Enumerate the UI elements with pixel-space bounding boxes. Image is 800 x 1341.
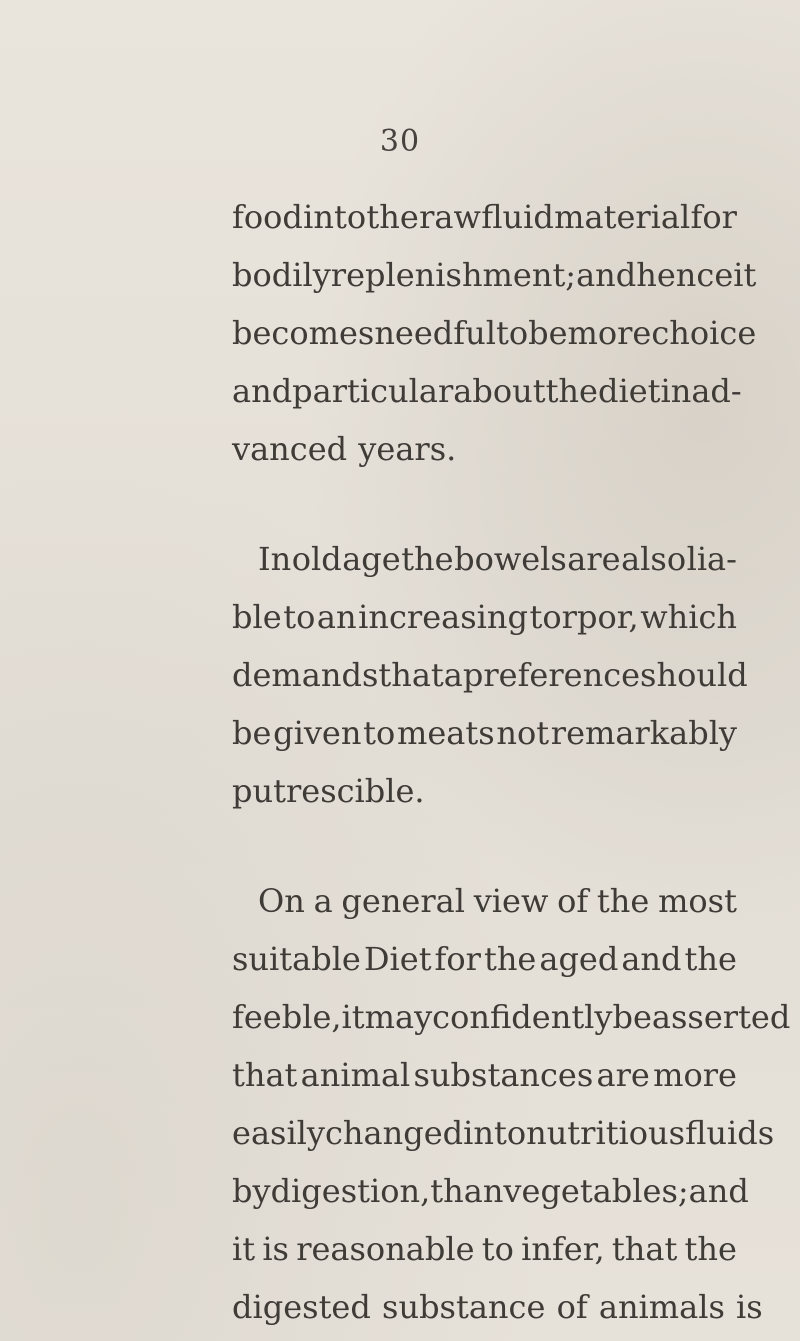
word: In	[258, 540, 292, 578]
text-line	[232, 762, 737, 820]
word: and	[576, 256, 637, 294]
word: to	[481, 1230, 514, 1268]
word: torpor,	[529, 598, 639, 636]
word: On	[258, 882, 305, 920]
word: are	[596, 1056, 650, 1094]
word: particular	[292, 372, 454, 410]
text-line	[232, 646, 748, 704]
word: the	[401, 540, 454, 578]
word: and	[688, 1172, 749, 1210]
word: digestion,	[270, 1172, 431, 1210]
word: is	[736, 1288, 763, 1326]
word: vegetables;	[503, 1172, 689, 1210]
word: suitable	[232, 940, 361, 978]
word: bodily	[232, 256, 331, 294]
word: choice	[651, 314, 757, 352]
word: years.	[358, 430, 457, 468]
word: reasonable	[296, 1230, 475, 1268]
word: food	[232, 198, 303, 236]
word: substance	[382, 1288, 546, 1326]
text-line	[232, 304, 757, 362]
word: to	[283, 598, 316, 636]
paragraph-gap	[232, 478, 737, 530]
word: fluids	[685, 1114, 775, 1152]
word: raw	[419, 198, 481, 236]
word: for	[690, 198, 737, 236]
word: about	[453, 372, 546, 410]
word: be	[528, 314, 568, 352]
word: digested	[232, 1288, 371, 1326]
word: fluid	[481, 198, 554, 236]
word: most	[658, 882, 737, 920]
word: the	[366, 198, 419, 236]
word: are	[567, 540, 621, 578]
paragraph	[232, 188, 757, 478]
word: to	[495, 314, 529, 352]
text-line	[232, 362, 742, 420]
word: meats	[397, 714, 495, 752]
word: increasing	[358, 598, 528, 636]
text-line	[232, 188, 737, 246]
word: may	[364, 998, 433, 1036]
text-line	[232, 1104, 775, 1162]
word: which	[640, 598, 737, 636]
word: old	[291, 540, 342, 578]
text-line	[232, 530, 737, 588]
word: more	[653, 1056, 737, 1094]
word: that	[378, 656, 444, 694]
word: easily	[232, 1114, 325, 1152]
word: and	[621, 940, 682, 978]
word: infer,	[521, 1230, 605, 1268]
word: than	[430, 1172, 504, 1210]
word: the	[545, 372, 598, 410]
word: of	[556, 1288, 588, 1326]
word: remarkably	[550, 714, 737, 752]
body-text	[232, 188, 791, 1336]
word: asserted	[651, 998, 791, 1036]
word: be	[232, 714, 272, 752]
text-line	[232, 872, 737, 930]
word: also	[621, 540, 687, 578]
word: it	[341, 998, 365, 1036]
word: feeble,	[232, 998, 342, 1036]
word: into	[303, 198, 367, 236]
word: to	[363, 714, 396, 752]
word: given	[273, 714, 362, 752]
text-line	[232, 1046, 737, 1104]
word: diet	[597, 372, 661, 410]
text-line	[232, 1220, 737, 1278]
text-line	[232, 1278, 763, 1336]
text-line	[232, 588, 737, 646]
word: in	[660, 372, 692, 410]
word: for	[434, 940, 481, 978]
word: bowels	[454, 540, 567, 578]
word: ble	[232, 598, 282, 636]
word: an	[316, 598, 357, 636]
word: aged	[539, 940, 619, 978]
text-line	[232, 988, 791, 1046]
word: animal	[300, 1056, 411, 1094]
word: needful	[374, 314, 496, 352]
text-line	[232, 1162, 749, 1220]
word: by	[232, 1172, 271, 1210]
text-line	[232, 420, 737, 478]
word: changed	[324, 1114, 464, 1152]
word: animals	[598, 1288, 725, 1326]
word: not	[496, 714, 550, 752]
word: it	[733, 256, 757, 294]
word: it	[232, 1230, 256, 1268]
text-line	[232, 704, 737, 762]
word: more	[567, 314, 652, 352]
word: general	[341, 882, 465, 920]
paragraph-gap	[232, 820, 737, 872]
word: the	[596, 882, 650, 920]
word: replenishment	[330, 256, 566, 294]
word: ;	[565, 256, 577, 294]
word: age	[342, 540, 401, 578]
word: and	[232, 372, 293, 410]
word: that	[232, 1056, 298, 1094]
word: Diet	[363, 940, 432, 978]
paragraph	[232, 530, 748, 820]
word: hence	[636, 256, 734, 294]
word: a	[443, 656, 463, 694]
word: nutritious	[526, 1114, 686, 1152]
text-line	[232, 930, 737, 988]
word: a	[313, 882, 333, 920]
word: becomes	[232, 314, 375, 352]
word: into	[463, 1114, 527, 1152]
word: should	[640, 656, 748, 694]
word: view	[473, 882, 549, 920]
word: demands	[232, 656, 379, 694]
word: the	[483, 940, 537, 978]
word: ad-	[691, 372, 742, 410]
word: the	[684, 1230, 737, 1268]
word: confidently	[432, 998, 613, 1036]
word: the	[684, 940, 737, 978]
word: preference	[462, 656, 641, 694]
word: of	[557, 882, 589, 920]
paragraph	[232, 872, 791, 1336]
word: material	[554, 198, 691, 236]
word: lia-	[686, 540, 737, 578]
word: that	[611, 1230, 678, 1268]
word: vanced	[232, 430, 348, 468]
word: is	[262, 1230, 289, 1268]
text-line	[232, 246, 757, 304]
word: be	[612, 998, 652, 1036]
word: putrescible.	[232, 772, 425, 810]
word: substances	[413, 1056, 594, 1094]
page-number: 30	[379, 124, 421, 159]
